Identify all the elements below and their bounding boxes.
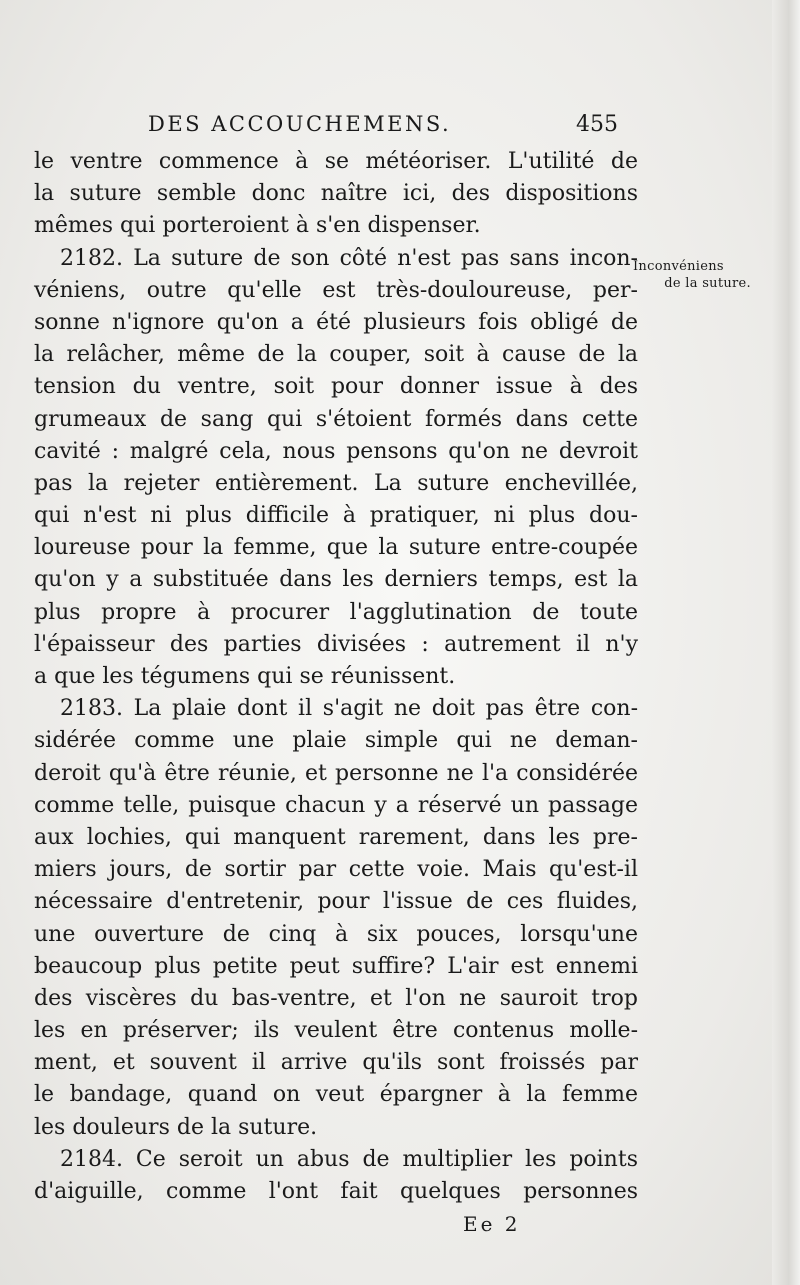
text-line: beaucoup plus petite peut suffire? L'air est ennemi xyxy=(34,953,638,979)
text-line: les en préserver; ils veulent être contenus molle- xyxy=(34,1018,638,1044)
paragraph-start: 2182. La suture de son côté n'est pas sans incon- xyxy=(60,245,638,271)
margin-note xyxy=(633,258,773,292)
text-line: loureuse pour la femme, que la suture entre-coupée xyxy=(34,535,638,561)
text-line: pas la rejeter entièrement. La suture enchevillée, xyxy=(34,470,638,496)
text-line: d'aiguille, comme l'ont fait quelques personnes xyxy=(34,1179,638,1204)
text-line: la suture semble donc naître ici, des dispositions xyxy=(34,181,638,207)
page-header xyxy=(148,112,618,148)
text-line: les douleurs de la suture. xyxy=(34,1114,318,1140)
text-line: le ventre commence à se météoriser. L'utilité de xyxy=(34,149,638,174)
text-line: cavité : malgré cela, nous pensons qu'on ne devroit xyxy=(34,438,638,464)
text-line: véniens, outre qu'elle est très-douloureuse, per- xyxy=(34,277,638,303)
page-edge xyxy=(772,0,800,1285)
text-line: grumeaux de sang qui s'étoient formés dans cette xyxy=(34,406,638,432)
text-line: a que les tégumens qui se réunissent. xyxy=(34,664,456,689)
text-line: sidérée comme une plaie simple qui ne deman- xyxy=(34,728,638,754)
text-line: des viscères du bas-ventre, et l'on ne sauroit trop xyxy=(34,985,638,1011)
text-line: ment, et souvent il arrive qu'ils sont froissés par xyxy=(34,1050,638,1076)
margin-note-line: de la suture. xyxy=(664,276,751,291)
text-line: tension du ventre, soit pour donner issue à des xyxy=(34,374,638,400)
text-line: une ouverture de cinq à six pouces, lorsqu'une xyxy=(34,921,638,947)
text-line: plus propre à procurer l'agglutination de toute xyxy=(34,599,638,625)
text-line: la relâcher, même de la couper, soit à cause de la xyxy=(34,342,638,368)
signature-mark: Ee 2 xyxy=(463,1212,521,1236)
text-line: le bandage, quand on veut épargner à la femme xyxy=(34,1082,638,1108)
body-text xyxy=(34,146,638,1208)
paragraph-start: 2183. La plaie dont il s'agit ne doit pas être con- xyxy=(60,696,638,722)
text-line: deroit qu'à être réunie, et personne ne l'a considérée xyxy=(34,760,638,786)
text-line: qui n'est ni plus difficile à pratiquer, ni plus dou- xyxy=(34,503,638,529)
text-line: comme telle, puisque chacun y a réservé un passage xyxy=(34,792,638,818)
text-line: sonne n'ignore qu'on a été plusieurs fois obligé de xyxy=(34,309,638,335)
page-number: 455 xyxy=(576,112,618,137)
margin-note-line: Inconvéniens xyxy=(633,259,724,274)
text-line: l'épaisseur des parties divisées : autrement il n'y xyxy=(34,631,638,657)
running-title: DES ACCOUCHEMENS. xyxy=(148,112,452,136)
text-line: qu'on y a substituée dans les derniers temps, est la xyxy=(34,567,638,593)
text-line: miers jours, de sortir par cette voie. Mais qu'est-il xyxy=(34,857,638,883)
text-line: aux lochies, qui manquent rarement, dans les pre- xyxy=(34,824,638,850)
text-line: mêmes qui porteroient à s'en dispenser. xyxy=(34,213,481,239)
paragraph-start: 2184. Ce seroit un abus de multiplier les points xyxy=(60,1146,638,1172)
text-line: nécessaire d'entretenir, pour l'issue de ces fluides, xyxy=(34,889,638,915)
